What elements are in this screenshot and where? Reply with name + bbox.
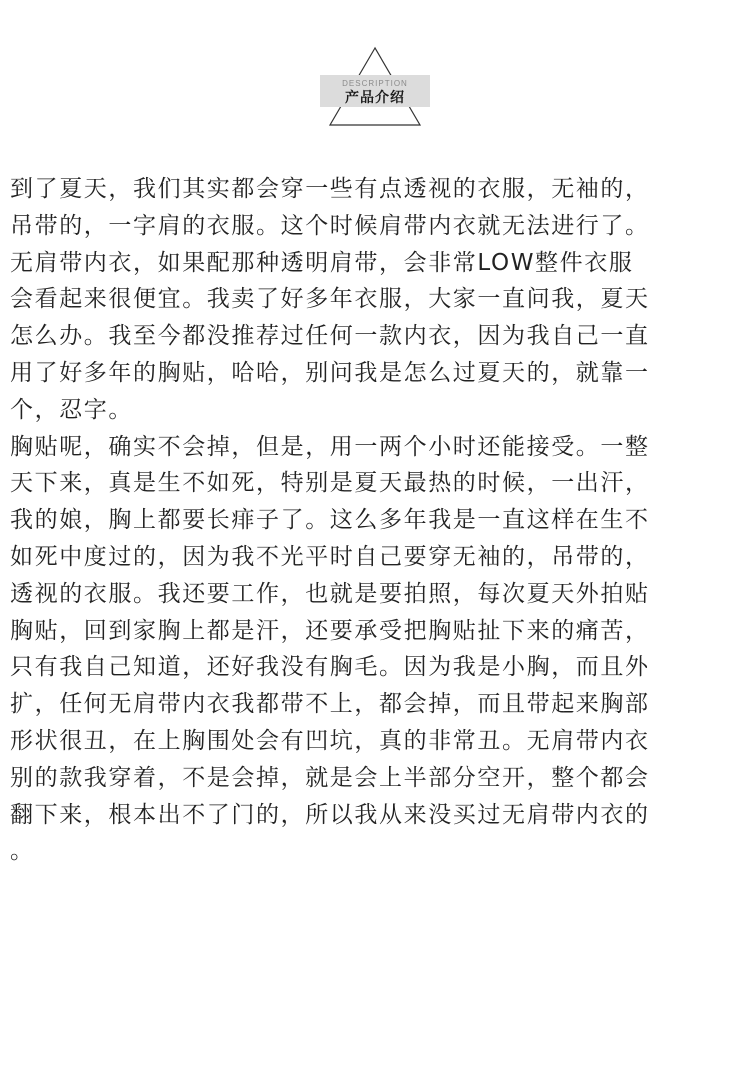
section-badge <box>320 75 430 107</box>
description-paragraph: 到了夏天，我们其实都会穿一些有点透视的衣服，无袖的， 吊带的，一字肩的衣服。这个时候肩带内衣就无法进行了。 无肩带内衣，如果配那种透明肩带，会非常LOW整件衣服 会看起来很便宜。我卖了好多年衣服，大家一直问我，夏天 怎么办。我至今都没推荐过任何一款内衣，因为我自己一直 用了好多年的胸贴，哈哈，别问我是怎么过夏天的，就靠一 个，忍字。 <box>10 176 650 423</box>
section-label-en: DESCRIPTION <box>342 79 408 88</box>
product-description <box>10 171 750 870</box>
description-paragraph: 胸贴呢，确实不会掉，但是，用一两个小时还能接受。一整 天下来，真是生不如死，特别是夏天最热的时候，一出汗， 我的娘，胸上都要长痱子了。这么多年我是一直这样在生不 如死中度过的，因为我不光平时自己要穿无袖的，吊带的， 透视的衣服。我还要工作，也就是要拍照，每次夏天外拍贴 胸贴，回到家胸上都是汗，还要承受把胸贴扯下来的痛苦， 只有我自己知道，还好我没有胸毛。因为我是小胸，而且外 扩，任何无肩带内衣我都带不上，都会掉，而且带起来胸部 形状很丑，在上胸围处会有凹坑，真的非常丑。无肩带内衣 别的款我穿着，不是会掉，就是会上半部分空开，整个都会 翻下来，根本出不了门的，所以我从来没买过无肩带内衣的 。 <box>10 433 650 865</box>
section-label-cn: 产品介绍 <box>345 90 405 106</box>
triangle-frame-icon <box>0 0 750 135</box>
section-header <box>0 0 750 135</box>
